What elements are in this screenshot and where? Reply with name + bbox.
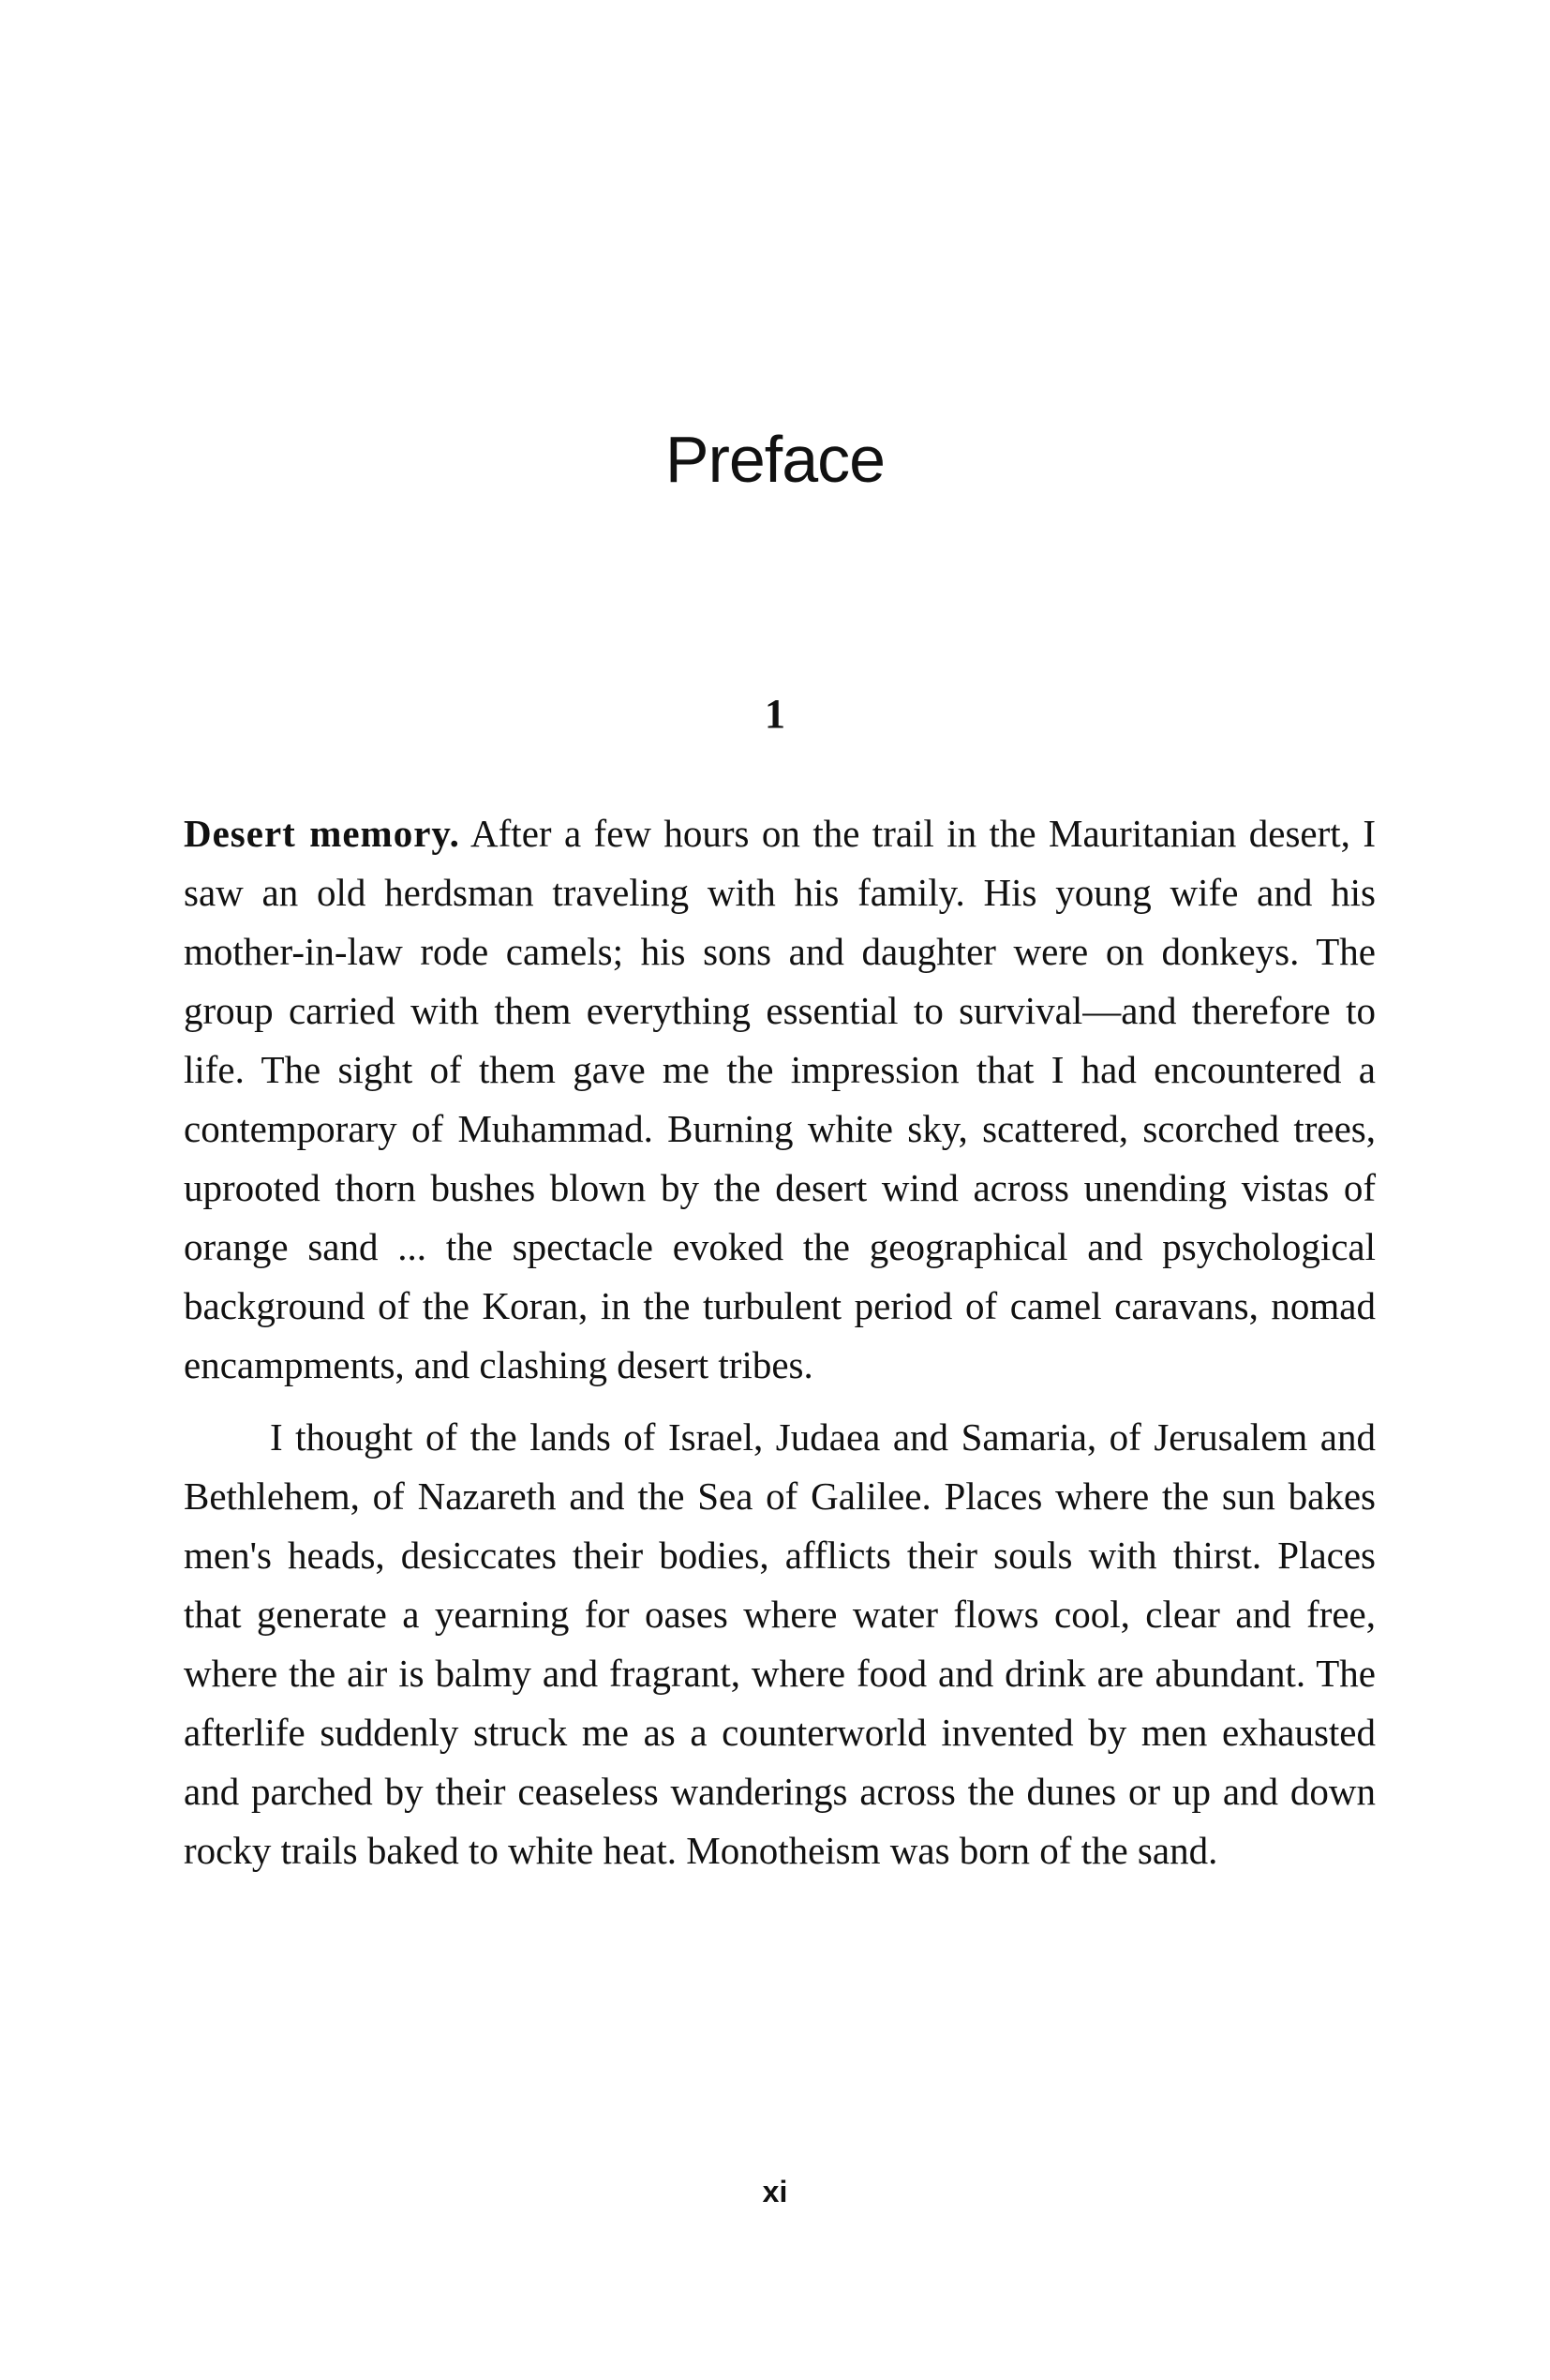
paragraph-desert-memory	[184, 804, 1376, 1395]
paragraph-text: After a few hours on the trail in the Mauritanian desert, I saw an old herdsman traveling with his family. His young wife and his mother-in-law rode camels; his sons and daughter were on donkeys. The group carried with them everything essential to survival—and therefore to life. The sight of them gave me the impression that I had encountered a contemporary of Muhammad. Burning white sky, scattered, scorched trees, uprooted thorn bushes blown by the desert wind across unending vistas of orange sand ... the spectacle evoked the geographical and psychological background of the Koran, in the turbulent period of camel caravans, nomad encampments, and clashing desert tribes.	[184, 812, 1376, 1386]
section-number: 1	[765, 691, 785, 737]
page-number: xi	[762, 2175, 788, 2208]
paragraph-holy-lands	[184, 1408, 1376, 1880]
paragraph-text: I thought of the lands of Israel, Judaea and Samaria, of Jerusalem and Bethlehem, of Nazareth and the Sea of Galilee. Places where the sun bakes men's heads, desiccates their bodies, afflicts their souls with thirst. Places that generate a yearning for oases where water flows cool, clear and free, where the air is balmy and fragrant, where food and drink are abundant. The afterlife suddenly struck me as a counterworld invented by men exhausted and parched by their ceaseless wanderings across the dunes or up and down rocky trails baked to white heat. Monotheism was born of the sand.	[184, 1415, 1376, 1872]
page-title: Preface	[664, 423, 886, 496]
run-in-heading: Desert memory.	[184, 812, 460, 855]
body-text	[184, 804, 1376, 1880]
